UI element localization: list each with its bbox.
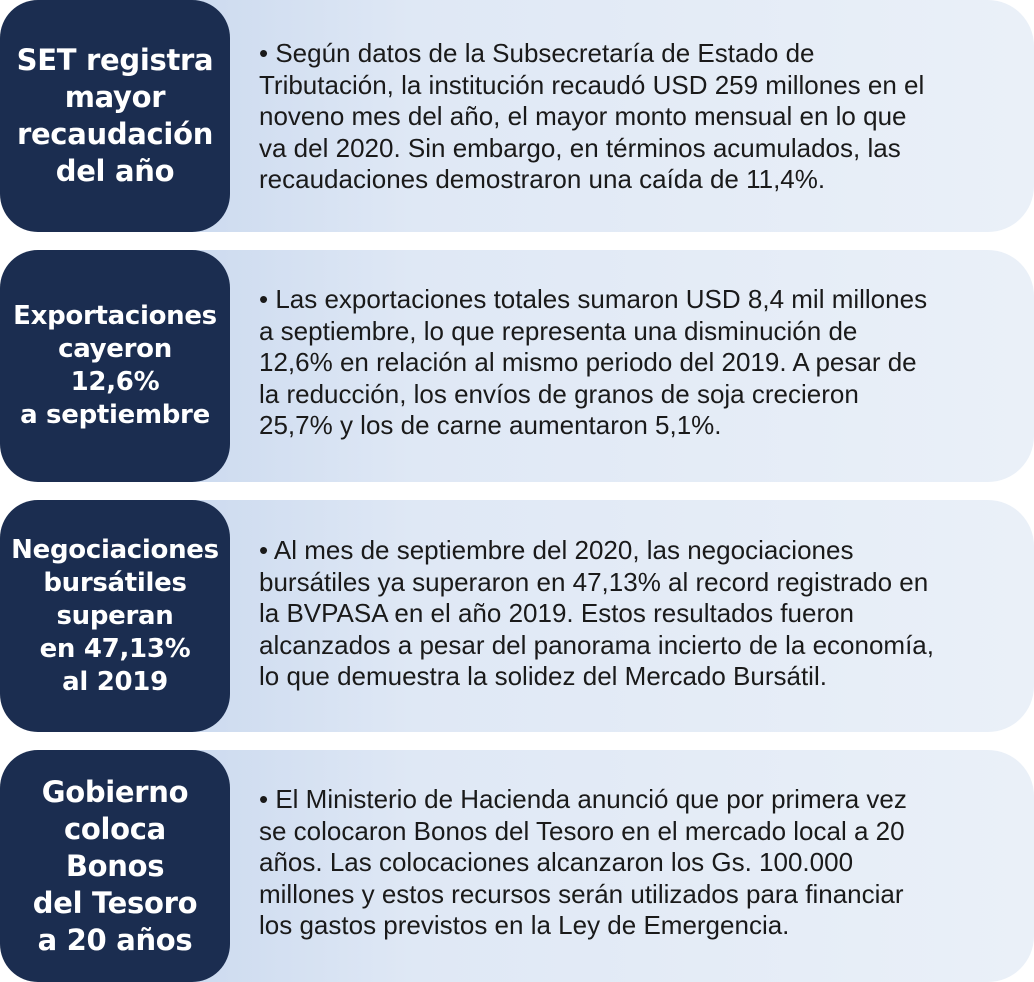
news-card-exportaciones <box>0 250 1034 482</box>
news-card-negociaciones <box>0 500 1034 732</box>
card-title: Exportaciones cayeron 12,6% a septiembre <box>13 301 217 430</box>
card-title-box <box>0 500 230 732</box>
card-title: Negociaciones bursátiles superan en 47,13% al 2019 <box>11 534 219 697</box>
news-card-bonos-tesoro <box>0 750 1034 982</box>
card-text: • Las exportaciones totales sumaron USD 8,4 mil millones a septiembre, lo que representa una disminución de 12,6% en relación al mismo periodo del 2019. A pesar de la reducción, los envíos de granos de soja crecieron 25,7% y los de carne aumentaron 5,1%. <box>259 284 928 440</box>
card-title: SET registra mayor recaudación del año <box>16 43 214 188</box>
card-title-box <box>0 250 230 482</box>
card-title-box <box>0 0 230 232</box>
card-text: • El Ministerio de Hacienda anunció que por primera vez se colocaron Bonos del Tesoro en el mercado local a 20 años. Las colocaciones alcanzaron los Gs. 100.000 millones y estos recursos serán utilizados para financiar los gastos previstos en la Ley de Emergencia. <box>259 784 907 940</box>
card-text: • Según datos de la Subsecretaría de Estado de Tributación, la institución recaudó USD 259 millones en el noveno mes del año, el mayor monto mensual en lo que va del 2020. Sin embargo, en términos acumulados, las recaudaciones demostraron una caída de 11,4%. <box>259 38 925 194</box>
card-text: • Al mes de septiembre del 2020, las negociaciones bursátiles ya superaron en 47,13% al record registrado en la BVPASA en el año 2019. Estos resultados fueron alcanzados a pesar del panorama incierto de la economía, lo que demuestra la solidez del Mercado Bursátil. <box>259 535 934 691</box>
card-title-box <box>0 750 230 982</box>
news-card-set-recaudacion <box>0 0 1034 232</box>
card-title: Gobierno coloca Bonos del Tesoro a 20 años <box>32 774 198 957</box>
